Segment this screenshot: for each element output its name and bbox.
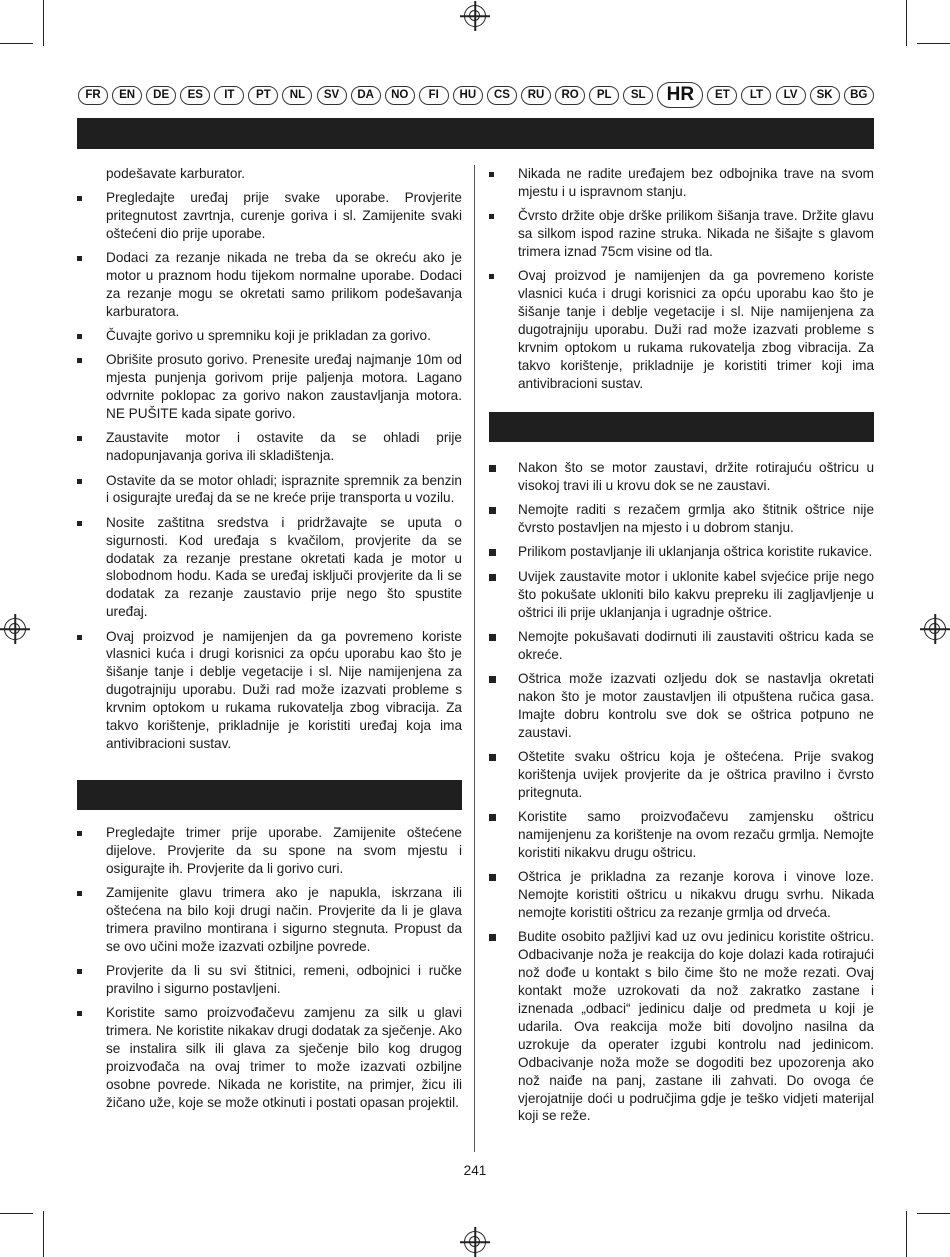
list-item: Ostavite da se motor ohladi; ispraznite spremnik za benzin i osigurajte uređaj da se ne kreće prije transporta u vozilu. xyxy=(77,472,462,508)
list-item: Ovaj proizvod je namijenjen da ga povremeno koriste vlasnici kuća i drugi korisnici za opću uporabu kao što je šišanje tanje i deblje vegetacije i sl. Nije namijenjena za dugotrajniju uporabu. Duži rad može izazvati probleme s krvnim optokom u rukama rukovatelja zbog vibracija. Za takvo korištenje, prikladnije je koristiti trimer koji ima antivibracioni sustav. xyxy=(489,267,874,392)
list-item: Obrišite prosuto gorivo. Prenesite uređaj najmanje 10m od mjesta punjenja gorivom prije paljenja motora. Lagano odvrnite poklopac za gorivo nakon zaustavljanja motora. NE PUŠITE kada sipate gorivo. xyxy=(77,351,462,423)
list-item: Pregledajte trimer prije uporabe. Zamijenite oštećene dijelove. Provjerite da su spone na svom mjestu i osigurajte ih. Provjerite da li gorivo curi. xyxy=(77,824,462,878)
language-button-hr[interactable]: HR xyxy=(657,82,703,108)
language-button-es[interactable]: ES xyxy=(180,86,210,105)
list-item: Čvrsto držite obje drške prilikom šišanja trave. Držite glavu sa silkom ispod razine struka. Nikada ne šišajte s glavom trimera iznad 75cm visine od tla. xyxy=(489,207,874,261)
crop-mark xyxy=(43,0,44,46)
left-column xyxy=(77,165,462,759)
section-header-bar xyxy=(77,780,462,810)
list-item: Oštrica može izazvati ozljedu dok se nastavlja okretati nakon što je motor zaustavljen ili otpuštena ručica gasa. Imajte dobru kontrolu sve dok se oštrica potpuno ne zaustavi. xyxy=(489,670,874,742)
list-item: Nikada ne radite uređajem bez odbojnika trave na svom mjestu i u ispravnom stanju. xyxy=(489,165,874,201)
section-header-bar xyxy=(489,412,874,442)
safety-list xyxy=(489,165,874,393)
crop-mark xyxy=(906,1211,907,1257)
crop-mark xyxy=(0,43,33,44)
language-button-sk[interactable]: SK xyxy=(810,86,840,105)
list-item: Budite osobito pažljivi kad uz ovu jedinicu koristite oštricu. Odbacivanje noža je reakcija do koje dolazi kada rotirajući nož dođe u kontakt s bilo čime što ne može rezati. Ovaj kontakt može uzrokovati da nož zakratko zastane i iznenada „odbaci“ jedinicu dalje od predmeta u koji je udarila. Ova reakcija može biti dovoljno nasilna da uzrokuje da operater izgubi kontrolu nad jedinicom. Odbacivanje noža može se dogoditi bez upozorenja ako nož naiđe na panj, zastane ili zahvati. Do ovoga će vjerojatnije doći u područjima gdje je teško vidjeti materijal koji se reže. xyxy=(489,928,874,1125)
list-item: Ovaj proizvod je namijenjen da ga povremeno koriste vlasnici kuća i drugi korisnici za opću uporabu kao što je šišanje tanje i deblje vegetacije i sl. Nije namijenjena za dugotrajniju uporabu. Duži rad može izazvati probleme s krvnim optokom u rukama rukovatelja zbog vibracija. Za takvo korištenje, prikladnije je koristiti uređaj koja ima antivibracioni sustav. xyxy=(77,628,462,753)
language-button-et[interactable]: ET xyxy=(707,86,737,105)
page-number: 241 xyxy=(463,1163,487,1178)
language-button-no[interactable]: NO xyxy=(385,86,415,105)
language-button-pt[interactable]: PT xyxy=(248,86,278,105)
list-item: Nakon što se motor zaustavi, držite rotirajuću oštricu u visokoj travi ili u krovu dok se ne zaustavi. xyxy=(489,459,874,495)
paragraph-continuation: podešavate karburator. xyxy=(106,166,246,181)
language-button-lv[interactable]: LV xyxy=(776,86,806,105)
safety-list xyxy=(489,459,874,1125)
language-button-ro[interactable]: RO xyxy=(555,86,585,105)
list-item: Nosite zaštitna sredstva i pridržavajte se uputa o sigurnosti. Kod uređaja s kvačilom, provjerite da se dodatak za rezanje prestane okretati kada je motor u slobodnom hodu. Kada se uređaj isključi provjerite da li se dodatak za rezanje zaustavio prije nego što spustite uređaj. xyxy=(77,514,462,621)
safety-list xyxy=(77,189,462,753)
language-button-sl[interactable]: SL xyxy=(623,86,653,105)
language-button-lt[interactable]: LT xyxy=(741,86,771,105)
column-divider xyxy=(474,165,475,1152)
list-item: Oštrica je prikladna za rezanje korova i vinove loze. Nemojte koristiti oštricu u nikakvu drugu svrhu. Nikada nemojte koristiti oštricu za rezanje grmlja od drveća. xyxy=(489,868,874,922)
registration-mark-icon xyxy=(4,618,26,640)
language-button-sv[interactable]: SV xyxy=(317,86,347,105)
crop-mark xyxy=(906,0,907,46)
list-item: Pregledajte uređaj prije svake uporabe. Provjerite pritegnutost zavrtnja, curenje goriva i sl. Zamijenite svaki oštećeni dio prije uporabe. xyxy=(77,189,462,243)
registration-mark-icon xyxy=(464,5,486,27)
language-button-fr[interactable]: FR xyxy=(78,86,108,105)
language-button-de[interactable]: DE xyxy=(146,86,176,105)
left-column-section-2 xyxy=(77,824,462,1118)
list-item: Uvijek zaustavite motor i uklonite kabel svjećice prije nego što pokušate ukloniti bilo kakvu prepreku ili zagljavljenje u oštrici ili prije uklanjanja i ugradnje oštrice. xyxy=(489,568,874,622)
registration-mark-icon xyxy=(924,618,946,640)
language-button-hu[interactable]: HU xyxy=(453,86,483,105)
registration-mark-icon xyxy=(464,1231,486,1253)
language-button-fi[interactable]: FI xyxy=(419,86,449,105)
language-button-bg[interactable]: BG xyxy=(844,86,874,105)
language-button-en[interactable]: EN xyxy=(112,86,142,105)
right-column xyxy=(489,165,874,399)
list-item: Nemojte raditi s rezačem grmlja ako štitnik oštrice nije čvrsto postavljen na mjesto i u dobrom stanju. xyxy=(489,501,874,537)
list-item: Prilikom postavljanje ili uklanjanja oštrica koristite rukavice. xyxy=(489,543,874,561)
crop-mark xyxy=(917,43,950,44)
list-item: Dodaci za rezanje nikada ne treba da se okreću ako je motor u praznom hodu tijekom normalne uporabe. Dodaci za rezanje mogu se okretati samo prilikom podešavanja karburatora. xyxy=(77,249,462,321)
list-item: Čuvajte gorivo u spremniku koji je prikladan za gorivo. xyxy=(77,327,462,345)
crop-mark xyxy=(917,1213,950,1214)
safety-list xyxy=(77,824,462,1112)
list-item: Zamijenite glavu trimera ako je napukla, iskrzana ili oštećena na bilo koji drugi način. Provjerite da li je glava trimera pravilno montirana i sigurno stegnuta. Propust da se ovo učini može izazvati ozbiljne povrede. xyxy=(77,884,462,956)
list-item: Oštetite svaku oštricu koja je oštećena. Prije svakog korištenja uvijek provjerite da je oštrica pravilno i čvrsto pritegnuta. xyxy=(489,748,874,802)
list-item: Koristite samo proizvođačevu zamjenu za silk u glavi trimera. Ne koristite nikakav drugi dodatak za sječenje. Ako se instalira silk ili glava za sječenje bilo kog drugog proizvođača na ovaj trimer to može izazvati ozbiljne osobne povrede. Nikada ne koristite, na primjer, žicu ili žičano uže, koje se može otkinuti i postati opasan projektil. xyxy=(77,1004,462,1111)
language-button-pl[interactable]: PL xyxy=(589,86,619,105)
crop-mark xyxy=(43,1211,44,1257)
list-item: Provjerite da li su svi štitnici, remeni, odbojnici i ručke pravilno i sigurno postavljeni. xyxy=(77,962,462,998)
section-header-bar xyxy=(77,118,874,149)
language-button-cs[interactable]: CS xyxy=(487,86,517,105)
language-selector xyxy=(78,84,874,106)
language-button-nl[interactable]: NL xyxy=(282,86,312,105)
list-item: Nemojte pokušavati dodirnuti ili zaustaviti oštricu kada se okreće. xyxy=(489,628,874,664)
list-item: Koristite samo proizvođačevu zamjensku oštricu namijenjenu za korištenje na ovom rezaču grmlja. Nemojte koristiti nikakvu drugu oštricu. xyxy=(489,808,874,862)
language-button-it[interactable]: IT xyxy=(214,86,244,105)
language-button-ru[interactable]: RU xyxy=(521,86,551,105)
list-item: Zaustavite motor i ostavite da se ohladi prije nadopunjavanja goriva ili skladištenja. xyxy=(77,429,462,465)
language-button-da[interactable]: DA xyxy=(351,86,381,105)
crop-mark xyxy=(0,1213,33,1214)
right-column-section-2 xyxy=(489,459,874,1132)
